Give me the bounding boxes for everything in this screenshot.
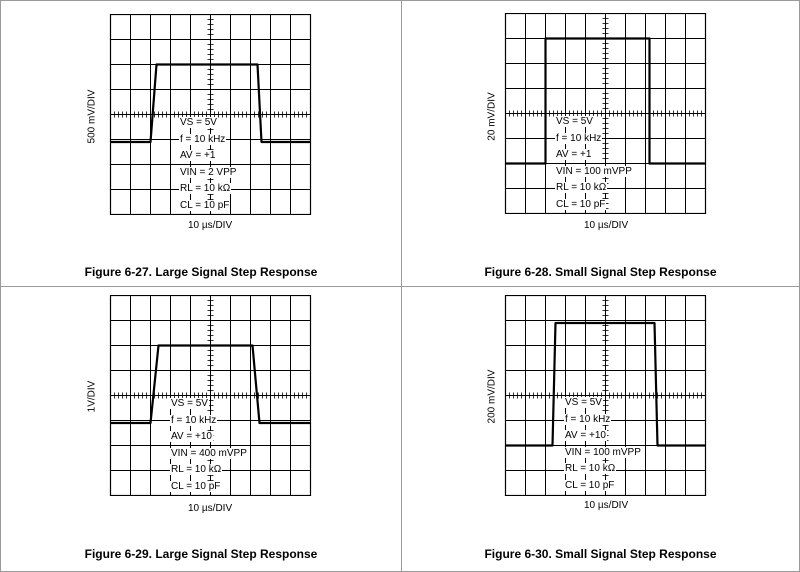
figure-cell-6-27 — [0, 0, 402, 287]
test-conditions — [564, 395, 642, 494]
y-axis-label: 20 mV/DIV — [486, 92, 498, 141]
condition-line: CL = 10 pF — [171, 480, 221, 492]
x-axis-label: 10 µs/DIV — [584, 220, 629, 231]
condition-line: VIN = 2 VPP — [180, 166, 237, 178]
condition-line: VS = 5V — [556, 116, 593, 127]
y-axis-label: 200 mV/DIV — [486, 369, 498, 424]
condition-line: f = 10 kHz — [556, 132, 602, 144]
condition-line: CL = 10 pF — [565, 479, 615, 491]
figure-cell-6-30 — [401, 286, 800, 572]
figure-cell-6-29 — [0, 286, 402, 572]
condition-line: VS = 5V — [180, 117, 217, 128]
condition-line: RL = 10 kΩ — [180, 183, 231, 194]
condition-line: CL = 10 pF — [556, 198, 606, 210]
condition-line: AV = +10 — [171, 431, 212, 442]
condition-line: f = 10 kHz — [171, 414, 217, 426]
y-axis-label: 1V/DIV — [86, 380, 98, 413]
figure-caption: Figure 6-28. Small Signal Step Response — [484, 265, 717, 279]
condition-line: CL = 10 pF — [180, 199, 230, 211]
x-axis-label: 10 µs/DIV — [188, 503, 233, 514]
condition-line: AV = +1 — [556, 149, 592, 160]
test-conditions — [179, 115, 237, 214]
condition-line: VIN = 100 mVPP — [556, 165, 632, 177]
x-axis-label: 10 µs/DIV — [188, 220, 233, 231]
figure-caption: Figure 6-30. Small Signal Step Response — [484, 547, 717, 561]
condition-line: RL = 10 kΩ — [565, 463, 616, 474]
test-conditions — [555, 114, 633, 213]
condition-line: VS = 5V — [565, 397, 602, 408]
x-axis-label: 10 µs/DIV — [584, 500, 629, 511]
condition-line: VIN = 400 mVPP — [171, 447, 247, 459]
condition-line: VIN = 100 mVPP — [565, 446, 641, 458]
y-axis-label: 500 mV/DIV — [86, 89, 98, 144]
condition-line: f = 10 kHz — [180, 133, 226, 145]
condition-line: VS = 5V — [171, 398, 208, 409]
figure-caption: Figure 6-29. Large Signal Step Response — [84, 547, 318, 561]
condition-line: f = 10 kHz — [565, 413, 611, 425]
condition-line: RL = 10 kΩ — [171, 464, 222, 475]
condition-line: AV = +10 — [565, 430, 606, 441]
condition-line: RL = 10 kΩ — [556, 182, 607, 193]
test-conditions — [170, 396, 248, 495]
figure-cell-6-28 — [401, 0, 800, 287]
condition-line: AV = +1 — [180, 150, 216, 161]
figure-caption: Figure 6-27. Large Signal Step Response — [84, 265, 318, 279]
